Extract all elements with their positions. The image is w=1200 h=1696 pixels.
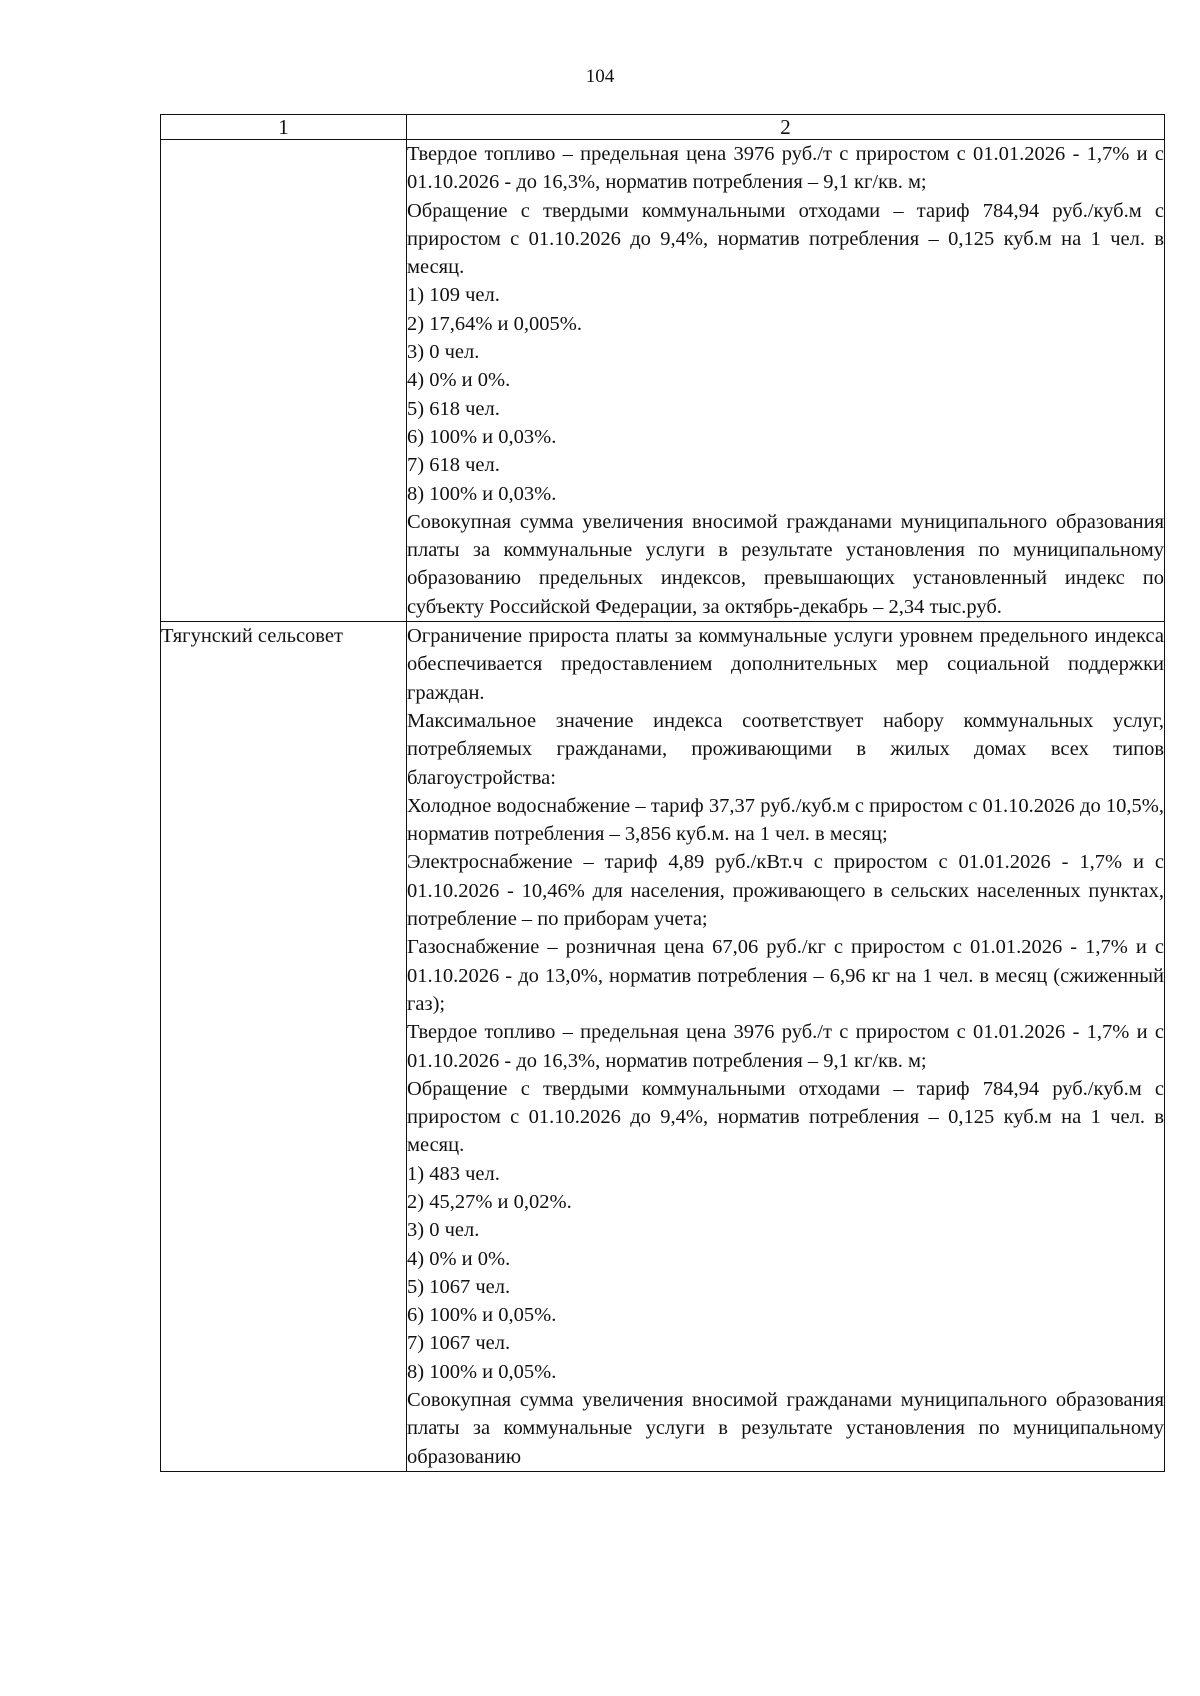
municipality-name-cell: [161, 140, 407, 622]
description-paragraph: Обращение с твердыми коммунальными отходами – тариф 784,94 руб./куб.м с приростом с 01.10.2026 до 9,4%, норматив потребления – 0,125 куб.м на 1 чел. в месяц.: [407, 199, 1164, 279]
table-row: [161, 140, 1165, 622]
description-paragraph: Газоснабжение – розничная цена 67,06 руб./кг с приростом с 01.01.2026 - 1,7% и с 01.10.2026 - до 13,0%, норматив потребления – 6,96 кг на 1 чел. в месяц (сжиженный газ);: [407, 936, 1164, 1015]
column-header-1: 1: [161, 115, 407, 140]
description-paragraph: Ограничение прироста платы за коммунальные услуги уровнем предельного индекса обеспечивается предоставлением дополнительных мер социальной поддержки граждан.: [407, 625, 1164, 704]
indicator-line: 6) 100% и 0,05%.: [407, 1304, 557, 1327]
page-number: 104: [585, 66, 615, 87]
description-paragraph: Совокупная сумма увеличения вносимой гражданами муниципального образования платы за коммунальные услуги в результате установления по муниципальному образованию предельных индексов, превышающих установленный индекс по субъекту Российской Федерации, за октябрь-декабрь – 2,34 тыс.руб.: [407, 510, 1164, 618]
indicator-line: 3) 0 чел.: [407, 1219, 480, 1242]
description-paragraph: Максимальное значение индекса соответствует набору коммунальных услуг, потребляемых гражданами, проживающими в жилых домах всех типов благоустройства:: [407, 709, 1164, 789]
description-paragraph: Твердое топливо – предельная цена 3976 руб./т с приростом с 01.01.2026 - 1,7% и с 01.10.2026 - до 16,3%, норматив потребления – 9,1 кг/кв. м;: [407, 1021, 1164, 1072]
tariff-table: [160, 114, 1165, 1472]
indicator-line: 2) 17,64% и 0,005%.: [407, 312, 582, 335]
indicator-line: 7) 1067 чел.: [407, 1332, 511, 1355]
indicator-line: 8) 100% и 0,03%.: [407, 482, 557, 505]
description-paragraph: Обращение с твердыми коммунальными отходами – тариф 784,94 руб./куб.м с приростом с 01.10.2026 до 9,4%, норматив потребления – 0,125 куб.м на 1 чел. в месяц.: [407, 1077, 1164, 1157]
indicator-line: 4) 0% и 0%.: [407, 369, 511, 392]
indicator-line: 3) 0 чел.: [407, 341, 480, 364]
column-header-2: 2: [407, 115, 1165, 140]
indicator-line: 2) 45,27% и 0,02%.: [407, 1190, 572, 1213]
indicator-line: 1) 483 чел.: [407, 1162, 500, 1185]
indicator-line: 6) 100% и 0,03%.: [407, 425, 557, 448]
indicator-line: 7) 618 чел.: [407, 454, 500, 477]
indicator-line: 5) 618 чел.: [407, 397, 500, 420]
description-paragraph: Холодное водоснабжение – тариф 37,37 руб./куб.м с приростом с 01.10.2026 до 10,5%, норматив потребления – 3,856 куб.м. на 1 чел. в месяц;: [407, 794, 1164, 846]
indicator-line: 5) 1067 чел.: [407, 1275, 511, 1298]
description-paragraph: Совокупная сумма увеличения вносимой гражданами муниципального образования платы за коммунальные услуги в результате установления по муниципальному образованию: [407, 1389, 1164, 1468]
indicator-line: 8) 100% и 0,05%.: [407, 1360, 557, 1383]
table-row: [161, 622, 1165, 1472]
description-cell: [407, 140, 1165, 622]
indicator-line: 4) 0% и 0%.: [407, 1247, 511, 1270]
table-header-row: [161, 115, 1165, 140]
description-paragraph: Твердое топливо – предельная цена 3976 руб./т с приростом с 01.01.2026 - 1,7% и с 01.10.2026 - до 16,3%, норматив потребления – 9,1 кг/кв. м;: [407, 143, 1164, 194]
description-paragraph: Электроснабжение – тариф 4,89 руб./кВт.ч с приростом с 01.01.2026 - 1,7% и с 01.10.2026 - 10,46% для населения, проживающего в сельских населенных пунктах, потребление – по приборам учета;: [407, 851, 1164, 931]
description-cell: [407, 622, 1165, 1472]
indicator-line: 1) 109 чел.: [407, 284, 500, 307]
table-body: [161, 140, 1165, 1472]
municipality-name-cell: Тягунский сельсовет: [161, 622, 407, 1472]
